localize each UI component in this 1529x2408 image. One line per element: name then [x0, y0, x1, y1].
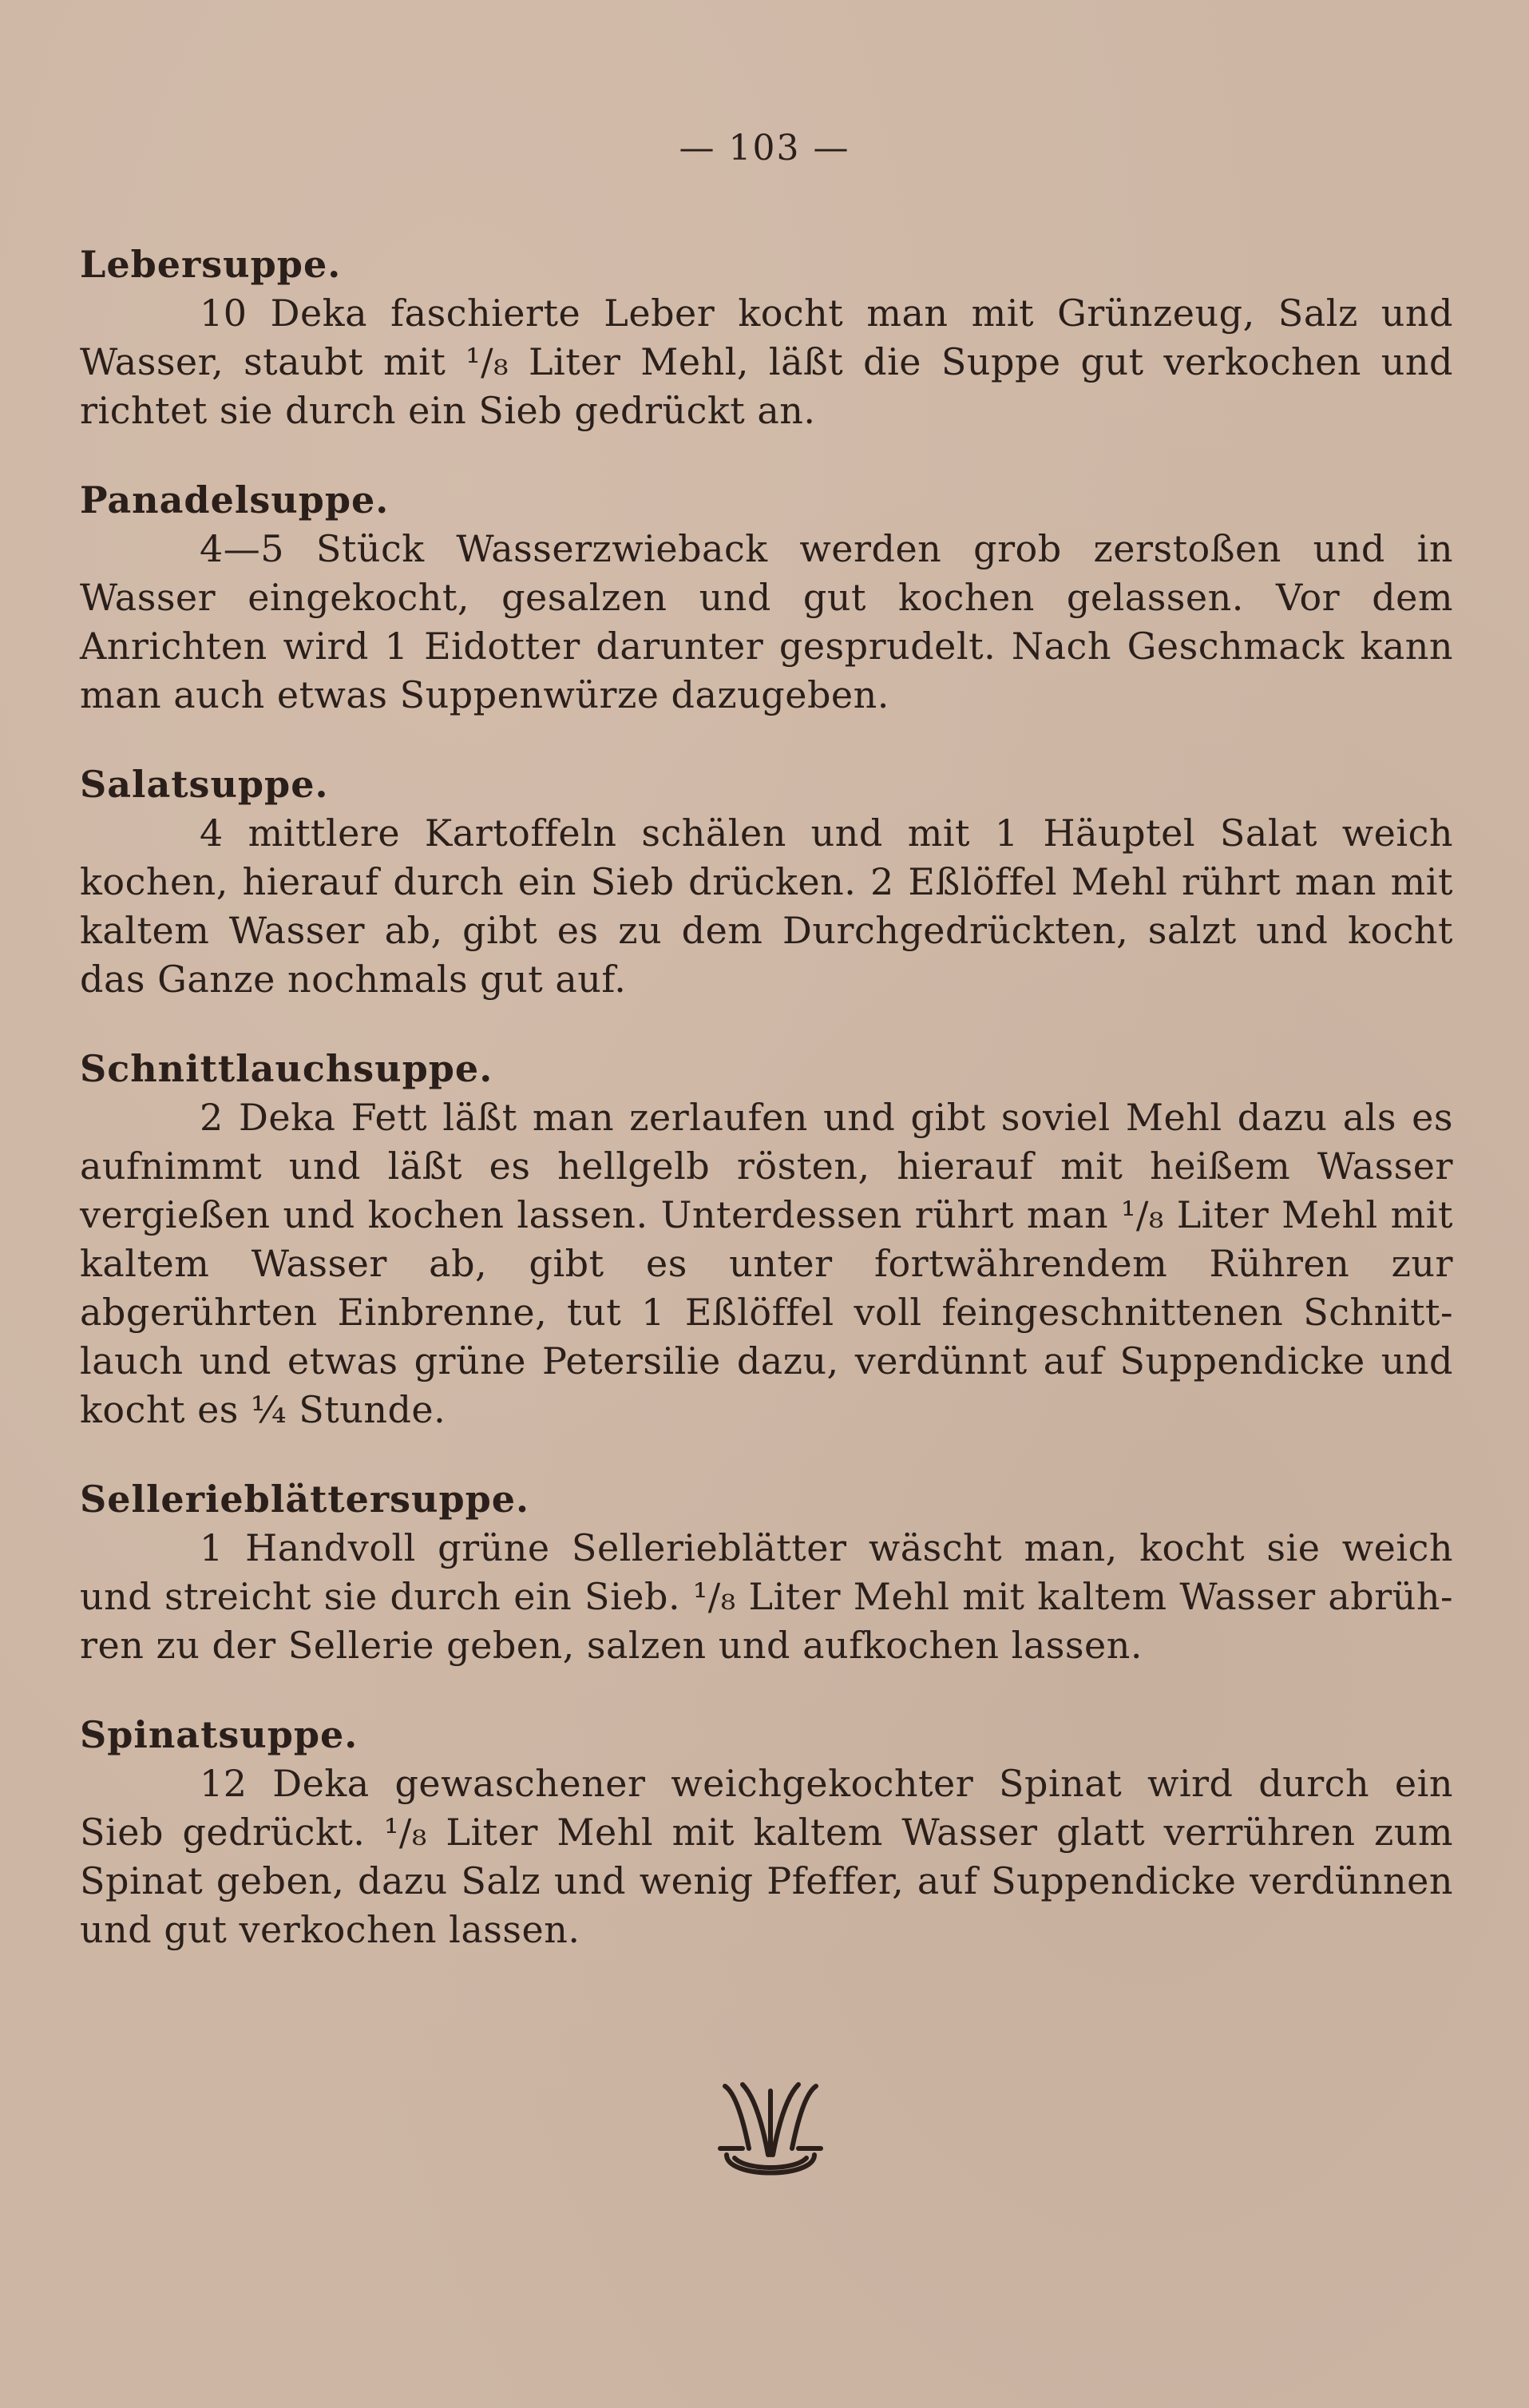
recipe-schnittlauchsuppe: [80, 1044, 1453, 1434]
recipe-text: 2 Deka Fett läßt man zerlaufen und gibt soviel Mehl dazu als es aufnimmt und läßt es hellgelb rösten, hierauf mit heißem Wasser vergießen und kochen lassen. Unterdessen rührt man ¹/₈ Liter Mehl mit kaltem Wasser ab, gibt es unter fortwährendem Rühren zur abgerührten Einbrenne, tut 1 Eßlöffel voll feingeschnittenen Schnitt-lauch und etwas grüne Petersilie dazu, verdünnt auf Suppendicke und kocht es ¼ Stunde.: [80, 1096, 1453, 1431]
recipe-salatsuppe: [80, 760, 1453, 1004]
recipe-panadelsuppe: [80, 475, 1453, 720]
page-number: — 103 —: [679, 128, 850, 169]
recipe-heading: Spinatsuppe.: [80, 1713, 358, 1756]
recipe-sellerieblaettersuppe: [80, 1474, 1453, 1670]
recipe-text: 4 mittlere Kartoffeln schälen und mit 1 Häuptel Salat weich kochen, hierauf durch ein Sieb drücken. 2 Eßlöffel Mehl rührt man mit kaltem Wasser ab, gibt es zu dem Durchgedrückten, salzt und kocht das Ganze nochmals gut auf.: [80, 811, 1453, 1001]
recipe-lebersuppe: [80, 240, 1453, 435]
recipe-heading: Panadelsuppe.: [80, 478, 390, 522]
recipe-heading: Lebersuppe.: [80, 243, 342, 286]
recipe-heading: Salatsuppe.: [80, 763, 329, 806]
recipe-heading: Sellerieblättersuppe.: [80, 1478, 530, 1521]
recipe-heading: Schnittlauchsuppe.: [80, 1047, 493, 1090]
recipe-text: 10 Deka faschierte Leber kocht man mit Grünzeug, Salz und Wasser, staubt mit ¹/₈ Liter Mehl, läßt die Suppe gut verkochen und richtet sie durch ein Sieb gedrückt an.: [80, 292, 1453, 432]
recipe-text: 4—5 Stück Wasserzwieback werden grob zerstoßen und in Wasser eingekocht, gesalzen und gut kochen gelassen. Vor dem Anrichten wird 1 Eidotter darunter gesprudelt. Nach Geschmack kann man auch etwas Suppenwürze dazugeben.: [80, 527, 1453, 716]
recipe-text: 1 Handvoll grüne Sellerieblätter wäscht man, kocht sie weich und streicht sie durch ein Sieb. ¹/₈ Liter Mehl mit kaltem Wasser abrüh-ren zu der Sellerie geben, salzen und aufkochen lassen.: [80, 1526, 1453, 1667]
recipe-list: [80, 240, 1453, 1994]
art-nouveau-ornament-icon: [711, 2069, 830, 2188]
recipe-spinatsuppe: [80, 1710, 1453, 1954]
recipe-text: 12 Deka gewaschener weichgekochter Spinat wird durch ein Sieb gedrückt. ¹/₈ Liter Mehl mit kaltem Wasser glatt verrühren zum Spinat geben, dazu Salz und wenig Pfeffer, auf Suppendicke verdünnen und gut verkochen lassen.: [80, 1762, 1453, 1951]
